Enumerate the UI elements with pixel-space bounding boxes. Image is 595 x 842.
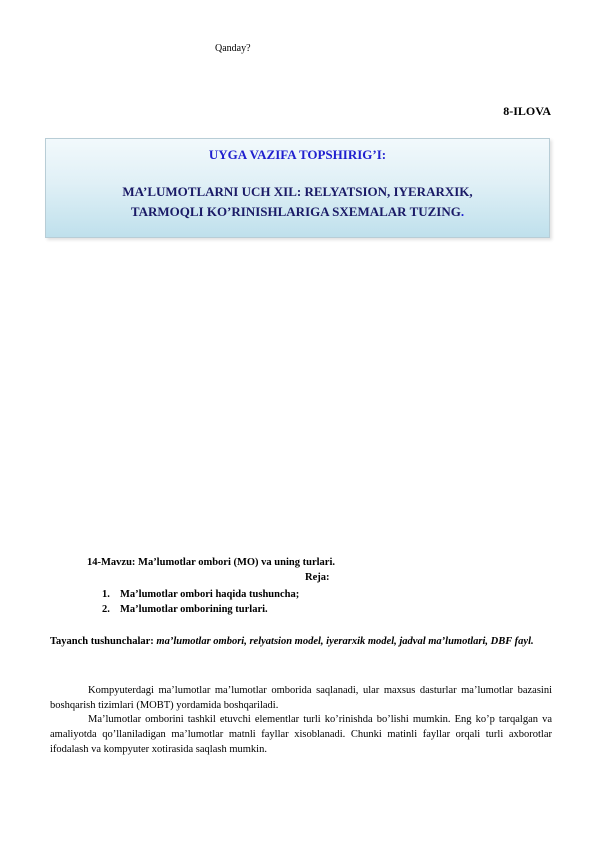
- plan-title: Reja:: [305, 572, 330, 583]
- task-body: [54, 182, 541, 222]
- key-terms-list: ma’lumotlar ombori, relyatsion model, iyerarxik model, jadval ma’lumotlari, DBF fayl.: [156, 636, 534, 647]
- lesson-topic: 14-Mavzu: Ma’lumotlar ombori (MO) va uning turlari.: [87, 557, 335, 568]
- plan-list: [102, 587, 299, 617]
- appendix-label: 8-ILOVA: [503, 104, 551, 118]
- header-question: Qanday?: [215, 43, 251, 54]
- key-terms: [50, 634, 552, 649]
- key-terms-label: Tayanch tushunchalar:: [50, 636, 154, 647]
- task-line-1: MA’LUMOTLARNI UCH XIL: RELYATSION, IYERARXIK,: [122, 184, 473, 199]
- plan-item: [102, 587, 299, 602]
- task-line-2-text: TARMOQLI KO’RINISHLARIGA SXEMALAR TUZING: [130, 204, 461, 219]
- task-line-2-dot: .: [460, 204, 465, 219]
- body-paragraph-2: Ma’lumotlar omborini tashkil etuvchi elementlar turli ko’rinishda bo’lishi mumkin. Eng ko’p tarqalgan va amaliyotda qo’llaniladigan ma’lumotlar matnli fayllar xisoblanadi. Chunki matinli fayllar orqali turli axborotlar ifodalash va kompyuter xotirasida saqlash mumkin.: [50, 714, 552, 755]
- plan-item: [102, 602, 299, 617]
- task-title: UYGA VAZIFA TOPSHIRIG’I:: [208, 147, 387, 162]
- plan-item-number: 2.: [102, 604, 110, 615]
- homework-task-box: [45, 138, 550, 238]
- body-paragraph-1: Kompyuterdagi ma’lumotlar ma’lumotlar omborida saqlanadi, ular maxsus dasturlar ma’lumotlar bazasini boshqarish tizimlari (MOBT) yordamida boshqariladi.: [50, 685, 552, 711]
- task-line-2: [54, 202, 541, 222]
- plan-item-text: Ma’lumotlar omborining turlari.: [120, 604, 268, 615]
- plan-item-number: 1.: [102, 589, 110, 600]
- plan-item-text: Ma’lumotlar ombori haqida tushuncha;: [120, 589, 300, 600]
